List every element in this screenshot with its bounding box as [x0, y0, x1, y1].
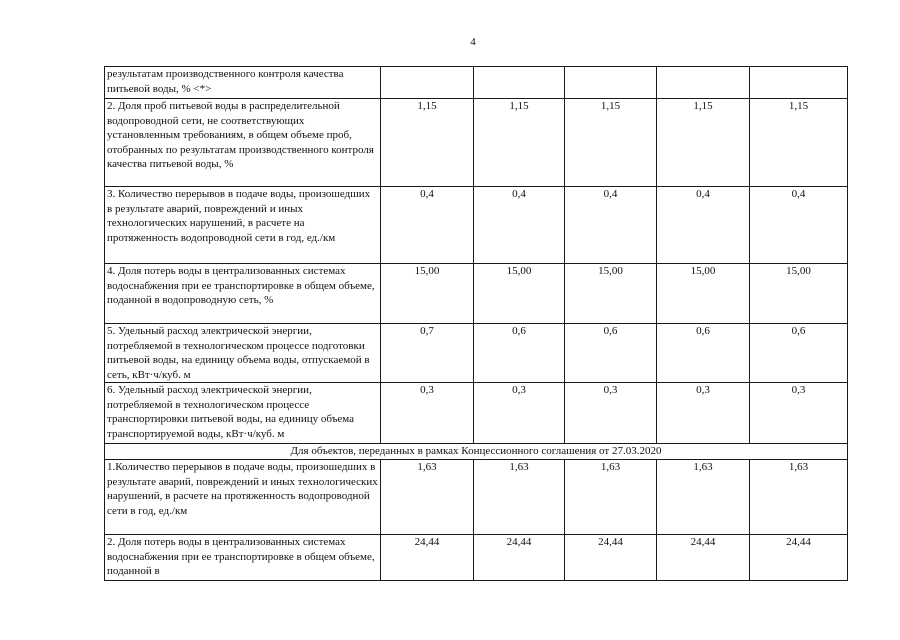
- indicator-value: [565, 67, 657, 99]
- indicator-value: 1,63: [750, 460, 848, 535]
- indicator-value: 0,6: [565, 324, 657, 383]
- indicator-value: [381, 67, 474, 99]
- indicator-value: 0,6: [474, 324, 565, 383]
- indicator-name: 3. Количество перерывов в подаче воды, произошедших в результате аварий, повреждений и иных технологических нарушений, в расчете на протяженность водопроводной сети в год, ед./км: [105, 187, 381, 264]
- indicator-value: 1,15: [381, 99, 474, 187]
- indicator-value: 0,4: [657, 187, 750, 264]
- indicator-value: [474, 67, 565, 99]
- indicator-value: 0,4: [750, 187, 848, 264]
- indicator-value: 15,00: [657, 264, 750, 324]
- table-row: [105, 67, 848, 99]
- indicator-value: 1,15: [750, 99, 848, 187]
- indicator-name: 2. Доля проб питьевой воды в распределительной водопроводной сети, не соответствующих установленным требованиям, в общем объеме проб, отобранных по результатам производственного контроля качества питьевой воды, %: [105, 99, 381, 187]
- indicator-value: 24,44: [657, 535, 750, 581]
- indicator-name: 6. Удельный расход электрической энергии, потребляемой в технологическом процессе транспортировки питьевой воды, на единицу объема транспортируемой воды, кВт·ч/куб. м: [105, 383, 381, 444]
- indicator-value: 24,44: [474, 535, 565, 581]
- section-header-row: [105, 444, 848, 460]
- page-number: 4: [470, 36, 476, 48]
- indicator-name: 5. Удельный расход электрической энергии, потребляемой в технологическом процессе подготовки питьевой воды, на единицу объема воды, отпускаемой в сеть, кВт·ч/куб. м: [105, 324, 381, 383]
- table-row: [105, 383, 848, 444]
- indicator-name: 2. Доля потерь воды в централизованных системах водоснабжения при ее транспортировке в общем объеме, поданной в: [105, 535, 381, 581]
- table-row: [105, 99, 848, 187]
- table-row: [105, 264, 848, 324]
- indicator-value: 0,4: [474, 187, 565, 264]
- indicator-value: 0,3: [657, 383, 750, 444]
- table-row: [105, 187, 848, 264]
- indicator-value: 24,44: [750, 535, 848, 581]
- indicator-value: 1,15: [474, 99, 565, 187]
- indicator-value: 1,63: [657, 460, 750, 535]
- indicator-value: 0,3: [381, 383, 474, 444]
- indicator-value: 1,15: [565, 99, 657, 187]
- indicator-value: 15,00: [565, 264, 657, 324]
- table-row: [105, 324, 848, 383]
- indicator-value: 0,4: [565, 187, 657, 264]
- indicator-value: 24,44: [381, 535, 474, 581]
- indicator-value: 0,3: [565, 383, 657, 444]
- indicator-value: 1,15: [657, 99, 750, 187]
- indicator-value: 0,6: [657, 324, 750, 383]
- indicator-value: 1,63: [381, 460, 474, 535]
- section-title: Для объектов, переданных в рамках Концессионного соглашения от 27.03.2020: [105, 444, 848, 460]
- indicator-name: 1.Количество перерывов в подаче воды, произошедших в результате аварий, повреждений и иных технологических нарушений, в расчете на протяженность водопроводной сети в год, ед./км: [105, 460, 381, 535]
- indicator-value: [657, 67, 750, 99]
- indicator-name: результатам производственного контроля качества питьевой воды, % <*>: [105, 67, 381, 99]
- indicator-value: 1,63: [565, 460, 657, 535]
- indicator-value: 15,00: [381, 264, 474, 324]
- indicator-value: 24,44: [565, 535, 657, 581]
- indicator-value: 0,7: [381, 324, 474, 383]
- indicator-value: 0,3: [474, 383, 565, 444]
- indicator-value: 0,6: [750, 324, 848, 383]
- indicator-value: 15,00: [474, 264, 565, 324]
- indicators-table: [104, 66, 848, 581]
- indicator-value: [750, 67, 848, 99]
- indicator-value: 0,3: [750, 383, 848, 444]
- indicator-name: 4. Доля потерь воды в централизованных системах водоснабжения при ее транспортировке в общем объеме, поданной в водопроводную сеть, %: [105, 264, 381, 324]
- indicator-value: 0,4: [381, 187, 474, 264]
- table-row: [105, 535, 848, 581]
- table-row: [105, 460, 848, 535]
- indicator-value: 1,63: [474, 460, 565, 535]
- indicator-value: 15,00: [750, 264, 848, 324]
